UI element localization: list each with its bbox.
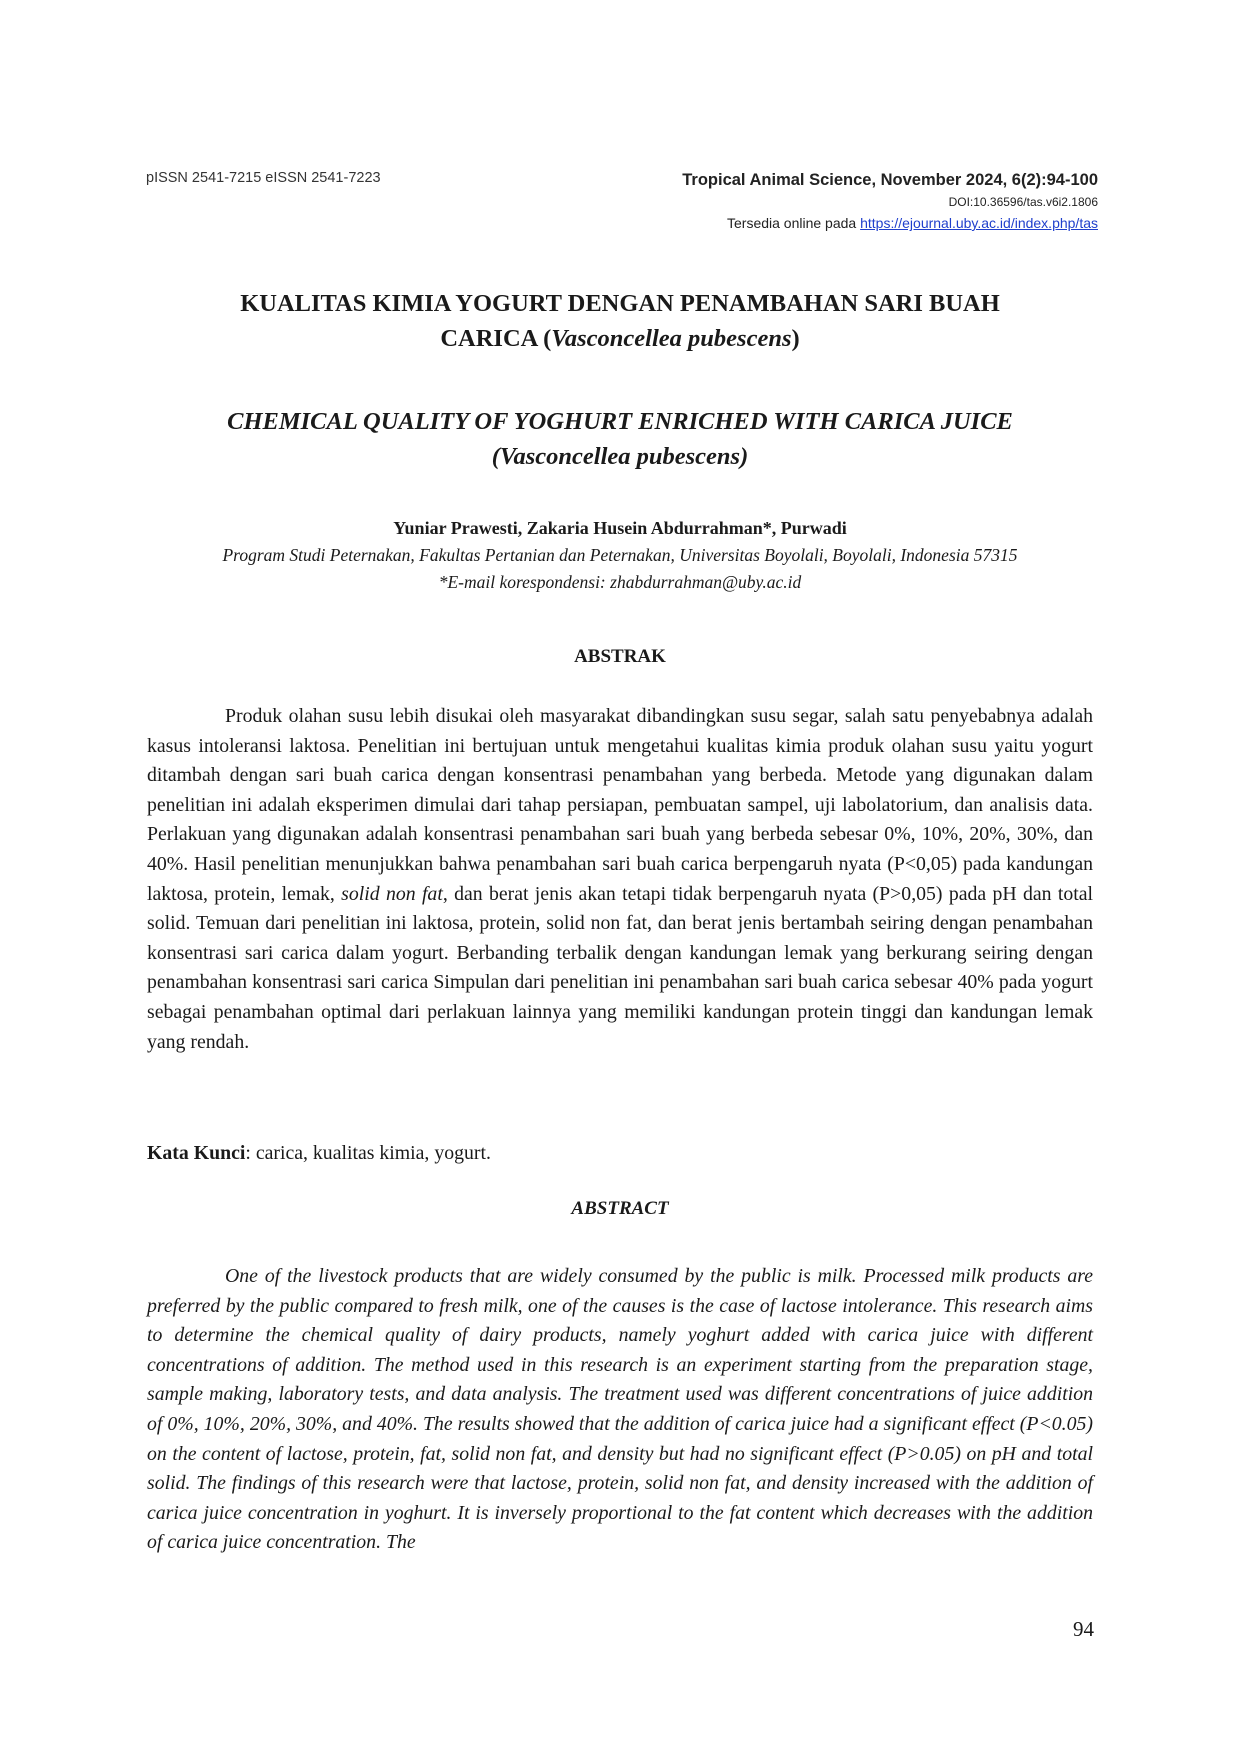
abstract-text: One of the livestock products that are widely consumed by the public is milk. Processed milk products are preferred by the public compared to fresh milk, one of the causes is the case of lactose intolerance. This research aims to determine the chemical quality of dairy products, namely yoghurt added with carica juice with different concentrations of addition. The method used in this research is an experiment starting from the preparation stage, sample making, laboratory tests, and data analysis. The treatment used was different concentrations of juice addition of 0%, 10%, 20%, 30%, and 40%. The results showed that the addition of carica juice had a significant effect (P<0.05) on the content of lactose, protein, fat, solid non fat, and density but had no significant effect (P>0.05) on pH and total solid. The findings of this research were that lactose, protein, solid non fat, and density increased with the addition of carica juice concentration in yoghurt. It is inversely proportional to the fat content which decreases with the addition of carica juice concentration. The	[147, 1265, 1093, 1554]
affiliation: Program Studi Peternakan, Fakultas Pertanian dan Peternakan, Universitas Boyolali, Boyolali, Indonesia 57315	[222, 545, 1018, 565]
title-en-line2: (Vasconcellea pubescens)	[491, 443, 749, 470]
abstrak-text: Produk olahan susu lebih disukai oleh masyarakat dibandingkan susu segar, salah satu penyebabnya adalah kasus intoleransi laktosa. Penelitian ini bertujuan untuk mengetahui kualitas kimia produk olahan susu yaitu yogurt ditambah dengan sari buah carica dengan konsentrasi penambahan yang berbeda. Metode yang digunakan dalam penelitian ini adalah eksperimen dimulai dari tahap persiapan, pembuatan sampel, uji labolatorium, dan analisis data. Perlakuan yang digunakan adalah konsentrasi penambahan sari buah yang berbeda sebesar 0%, 10%, 20%, 30%, dan 40%. Hasil penelitian menunjukkan bahwa penambahan sari buah carica berpengaruh nyata (P<0,05) pada kandungan laktosa, protein, lemak, solid non fat, dan berat jenis akan tetapi tidak berpengaruh nyata (P>0,05) pada pH dan total solid. Temuan dari penelitian ini laktosa, protein, solid non fat, dan berat jenis bertambah seiring dengan penambahan konsentrasi sari carica dalam yogurt. Berbanding terbalik dengan kandungan lemak yang berkurang seiring dengan penambahan konsentrasi sari carica Simpulan dari penelitian ini penambahan sari buah carica sebesar 40% pada yogurt sebagai penambahan optimal dari perlakuan lainnya yang memiliki kandungan protein tinggi dan kandungan lemak yang rendah.	[147, 705, 1093, 1053]
title-id-line1: KUALITAS KIMIA YOGURT DENGAN PENAMBAHAN SARI BUAH	[240, 290, 1000, 317]
title-indonesian	[150, 286, 1090, 356]
abstrak-italic-term: solid non fat	[341, 882, 443, 905]
online-availability	[682, 212, 1098, 234]
page-number: 94	[1073, 1617, 1094, 1641]
title-english	[150, 404, 1090, 474]
journal-citation: Tropical Animal Science, November 2024, 6(2):94-100	[682, 171, 1098, 189]
title-id-line2: CARICA (Vasconcellea pubescens)	[440, 325, 800, 352]
affiliation-block	[150, 542, 1090, 596]
title-en-line1: CHEMICAL QUALITY OF YOGHURT ENRICHED WITH CARICA JUICE	[227, 408, 1013, 435]
abstrak-heading: ABSTRAK	[574, 646, 666, 667]
online-prefix: Tersedia online pada	[727, 215, 861, 231]
abstract-heading: ABSTRACT	[571, 1198, 669, 1219]
authors: Yuniar Prawesti, Zakaria Husein Abdurrahman*, Purwadi	[393, 518, 847, 538]
journal-header	[682, 168, 1098, 234]
species-name: Vasconcellea pubescens	[551, 325, 792, 352]
corresponding-email: *E-mail korespondensi: zhabdurrahman@uby.ac.id	[438, 572, 802, 592]
keywords-label: Kata Kunci	[147, 1142, 246, 1164]
issn-info: pISSN 2541-7215 eISSN 2541-7223	[146, 170, 381, 186]
keywords-text: : carica, kualitas kimia, yogurt.	[245, 1142, 491, 1164]
keywords	[147, 1142, 491, 1165]
doi: DOI:10.36596/tas.v6i2.1806	[948, 195, 1098, 209]
journal-url-link[interactable]: https://ejournal.uby.ac.id/index.php/tas	[860, 215, 1098, 231]
